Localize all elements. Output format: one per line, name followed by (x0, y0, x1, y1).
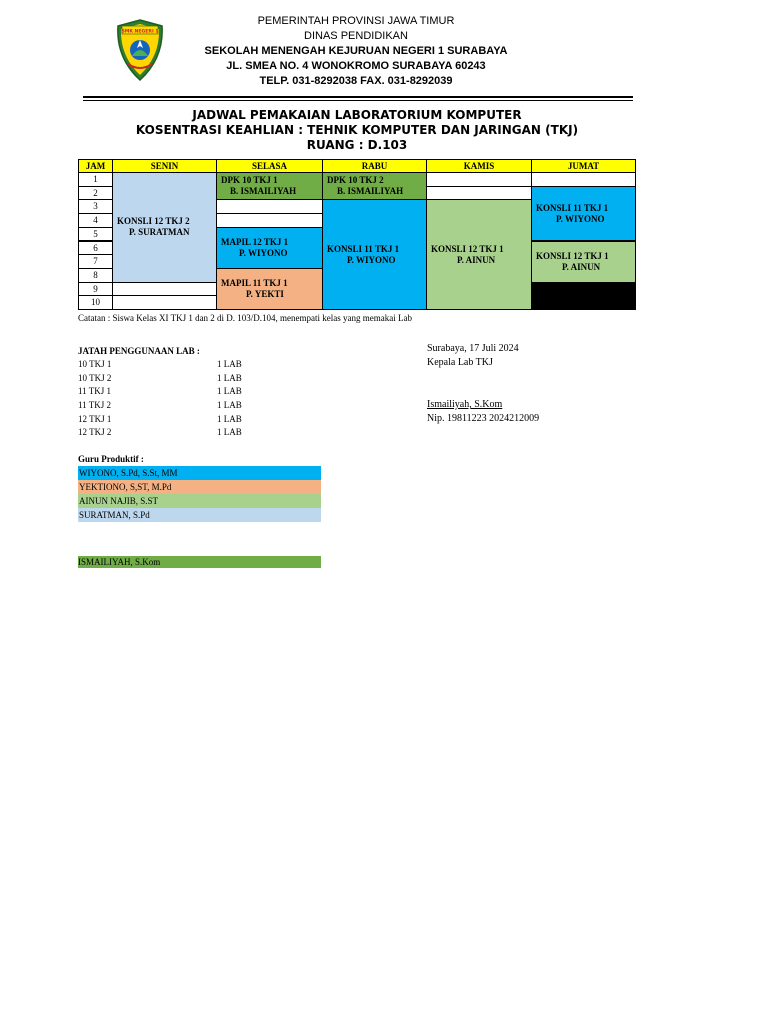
quota-class: 11 TKJ 2 (78, 400, 112, 411)
schedule-block-selasa-mapil12 (216, 227, 323, 269)
hour-cell: 4 (78, 213, 113, 228)
block-line: DPK 10 TKJ 1 (221, 175, 278, 186)
block-line: DPK 10 TKJ 2 (327, 175, 384, 186)
column-header: SELASA (216, 159, 323, 173)
signature-space (427, 370, 539, 398)
schedule-block-selasa-mapil11 (216, 268, 323, 310)
teacher-legend-item: WIYONO, S.Pd, S.St, MM (78, 466, 321, 480)
signer-nip: Nip. 19811223 2024212009 (427, 413, 540, 424)
block-line: P. AINUN (562, 261, 601, 272)
lab-quota-row (78, 399, 278, 413)
signer-role: Kepala Lab TKJ (427, 357, 493, 368)
block-line: P. AINUN (457, 254, 496, 265)
quota-class: 11 TKJ 1 (78, 386, 112, 397)
schedule-block-rabu-dpk (322, 172, 427, 200)
teacher-legend-item: AINUN NAJIB, S.ST (78, 494, 321, 508)
hour-cell: 1 (78, 172, 113, 187)
teacher-legend-title: Guru Produktif : (78, 454, 144, 464)
column-header: JUMAT (531, 159, 636, 173)
lab-quota-row (78, 426, 278, 440)
lab-quota-row (78, 385, 278, 399)
lab-quota-row (78, 372, 278, 386)
block-line: MAPIL 12 TKJ 1 (221, 236, 289, 247)
empty-cell (216, 199, 323, 214)
column-header: RABU (322, 159, 427, 173)
blocked-cell (531, 282, 636, 310)
block-line: P. SURATMAN (129, 227, 190, 238)
column-header: JAM (78, 159, 113, 173)
lab-quota-row (78, 413, 278, 427)
empty-cell (426, 186, 532, 201)
quota-amount: 1 LAB (217, 386, 242, 397)
hour-cell: 7 (78, 254, 113, 269)
hour-cell: 9 (78, 282, 113, 297)
teacher-legend-item: SURATMAN, S.Pd (78, 508, 321, 522)
page-title (78, 108, 636, 153)
block-line: KONSLI 11 TKJ 1 (327, 243, 400, 254)
divider (83, 96, 633, 98)
quota-amount: 1 LAB (217, 372, 242, 383)
letterhead-line: DINAS PENDIDIKAN (304, 30, 408, 42)
hour-cell: 3 (78, 199, 113, 214)
block-line: MAPIL 11 TKJ 1 (221, 277, 288, 288)
column-header: SENIN (112, 159, 217, 173)
quota-class: 10 TKJ 2 (78, 372, 112, 383)
lab-quota-title: JATAH PENGGUNAAN LAB : (78, 346, 200, 356)
hour-cell: 10 (78, 295, 113, 310)
quota-class: 12 TKJ 1 (78, 413, 112, 424)
schedule-note: Catatan : Siswa Kelas XI TKJ 1 dan 2 di D. 103/D.104, menempati kelas yang memakai Lab (78, 313, 413, 323)
schedule-block-kamis-konsli (426, 199, 532, 310)
empty-cell (531, 172, 636, 187)
signature-block (427, 342, 539, 426)
lab-quota-row (78, 358, 278, 372)
schedule-block-jumat-konsli12 (531, 241, 636, 283)
schedule-table (78, 159, 636, 310)
empty-cell (216, 213, 323, 228)
quota-class: 10 TKJ 1 (78, 359, 112, 369)
schedule-block-senin (112, 172, 217, 283)
logo-text: SMK NEGERI 1 (121, 29, 159, 35)
place-date: Surabaya, 17 Juli 2024 (427, 343, 519, 354)
block-line: KONSLI 12 TKJ 1 (431, 243, 504, 254)
block-line: KONSLI 12 TKJ 1 (536, 250, 609, 261)
quota-class: 12 TKJ 2 (78, 427, 112, 438)
hour-cell: 8 (78, 268, 113, 283)
quota-amount: 1 LAB (217, 359, 242, 369)
letterhead-line: PEMERINTAH PROVINSI JAWA TIMUR (257, 15, 455, 27)
letterhead-line: SEKOLAH MENENGAH KEJURUAN NEGERI 1 SURABAYA (204, 45, 508, 57)
hour-cell: 5 (78, 227, 113, 242)
title-line: JADWAL PEMAKAIAN LABORATORIUM KOMPUTER (192, 108, 522, 122)
teacher-legend-item-ismailiyah: ISMAILIYAH, S.Kom (78, 556, 321, 568)
column-header: KAMIS (426, 159, 532, 173)
block-line: P. YEKTI (246, 288, 284, 299)
lab-quota-section (78, 344, 278, 440)
school-logo (114, 18, 166, 82)
letterhead-line: JL. SMEA NO. 4 WONOKROMO SURABAYA 60243 (226, 60, 486, 72)
title-line: KOSENTRASI KEAHLIAN : TEHNIK KOMPUTER DAN JARINGAN (TKJ) (135, 123, 579, 137)
block-line: KONSLI 11 TKJ 1 (536, 202, 609, 213)
hour-cell: 2 (78, 186, 113, 201)
schedule-block-selasa-dpk (216, 172, 323, 200)
divider (83, 100, 633, 101)
title-line: RUANG : D.103 (306, 138, 408, 152)
schedule-block-jumat-konsli11 (531, 186, 636, 242)
block-line: B. ISMAILIYAH (337, 186, 404, 197)
teacher-legend-item: YEKTIONO, S,ST, M.Pd (78, 480, 321, 494)
quota-amount: 1 LAB (217, 413, 242, 424)
block-line: P. WIYONO (556, 213, 605, 224)
empty-cell (112, 295, 217, 310)
letterhead-line: TELP. 031-8292038 FAX. 031-8292039 (259, 75, 453, 87)
block-line: B. ISMAILIYAH (230, 186, 297, 197)
block-line: P. WIYONO (239, 247, 288, 258)
teacher-legend (78, 453, 321, 522)
empty-cell (112, 282, 217, 297)
empty-cell (426, 172, 532, 187)
quota-amount: 1 LAB (217, 427, 242, 438)
block-line: P. WIYONO (347, 254, 396, 265)
letterhead (180, 14, 532, 89)
quota-amount: 1 LAB (217, 400, 242, 411)
schedule-block-rabu-konsli (322, 199, 427, 310)
signer-name: Ismailiyah, S.Kom (427, 399, 503, 410)
block-line: KONSLI 12 TKJ 2 (117, 216, 190, 227)
hour-cell: 6 (78, 241, 113, 256)
